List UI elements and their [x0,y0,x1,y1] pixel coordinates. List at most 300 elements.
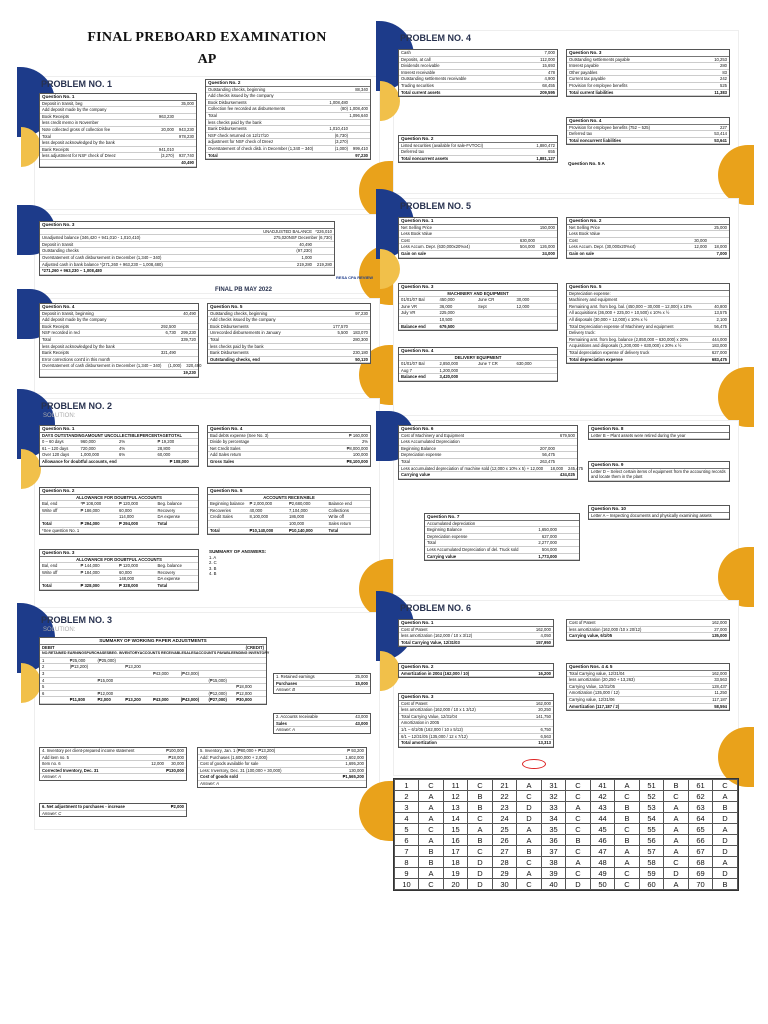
item-number: 60 [640,879,664,890]
row-label: Book Disbursements [208,99,247,105]
p2-question-3 [39,549,199,591]
row-label: Gain on sale [401,250,426,256]
p2-question-5 [207,487,371,535]
row-value [154,134,174,140]
table-cell [209,664,237,670]
table-cell: Bal, end [42,501,58,507]
row-value: 2,277,000 [538,540,557,546]
row-value: NSF December (6,730) [288,235,332,241]
table-cell: ₱ 294,000 [80,520,100,526]
row-value [312,242,332,248]
row-value: 162,000 [535,700,551,706]
row-value: 7,000 [716,250,727,256]
row-value [156,317,176,323]
row-label: Trading securities [401,82,434,88]
table-row [399,156,557,163]
row-label: Unrecorded disbursements in January [210,330,281,336]
table-row [40,330,198,337]
table-cell: ₱ 144,000 [80,563,100,569]
answer-row [395,857,738,868]
table-cell: Over 120 days [42,452,70,458]
table-row [198,768,366,775]
table-cell [70,684,98,690]
row-label: Less accumulated depreciation of machine sold (12,000 x 10% x 5) + 12,000 [401,465,544,471]
table-caption: ALLOWANCE FOR DOUBTFUL ACCOUNTS [40,495,198,502]
table-cell [181,691,209,697]
row-value [176,357,196,363]
item-number: 9 [395,868,419,879]
question-title: Question No. 2 [399,664,553,671]
row-value: 504,000 [519,244,535,250]
row-value [328,120,348,126]
table-cell [181,658,209,664]
table-row [40,452,198,459]
table-row [425,534,579,541]
table-row [567,620,729,627]
table-row [399,225,557,232]
row-value [174,120,194,126]
p6-question-4-5 [566,663,730,711]
column-header: ENDING INVENTORY [233,651,270,656]
row-value: 6,730 [165,330,176,336]
p5-question-9 [588,461,730,482]
table-cell: 60,000 [157,452,171,458]
row-value: 6,563 [540,733,551,739]
row-value: 53,414 [714,131,727,137]
table-cell: Recoveries [210,507,231,513]
table-cell [181,664,209,670]
row-value: 1,695,200 [345,761,364,767]
p3-side-2 [273,713,371,734]
table-row [567,671,729,678]
row-label: Delivery truck: [569,330,596,336]
p6-question-3 [398,693,554,748]
table-cell [478,317,517,323]
table-row [208,501,370,508]
item-answer: C [566,846,591,857]
row-value: 4,050 [540,633,551,639]
table-cell [153,664,181,670]
footer-banner: FINAL PB MAY 2022 [215,287,272,293]
row-value: 275,020 [273,235,289,241]
table-row [40,459,198,466]
row-value: 15,000 [355,680,368,686]
table-row [206,120,370,127]
table-row [40,501,198,508]
question-title: Question No. 2 [206,80,370,87]
item-number: 16 [444,835,468,846]
answer-label: Answer: A [42,774,61,780]
problem-2-heading: PROBLEM NO. 2 [41,401,113,411]
row-label: Cost [401,237,410,243]
row-value: 27,000 [714,626,727,632]
item-answer: C [419,780,444,791]
item-number: 61 [689,780,713,791]
item-number: 17 [444,846,468,857]
resa-logo: RESA CPA REVIEW [336,275,373,280]
table-row [206,87,370,94]
row-label: Provision for employee benefits (752 – 525) [569,124,651,130]
row-label: Deposit in transit, beginning [42,310,94,316]
item-answer: D [517,813,542,824]
table-cell [209,684,237,690]
row-label: 5. Inventory, Jan. 1 (₱80,000 + ₱13,200) [200,748,276,753]
row-label [42,370,156,376]
table-row [208,344,370,351]
row-value: 292,500 [160,323,176,329]
item-answer: A [664,846,689,857]
row-value: 263,475 [539,458,555,464]
item-number: 36 [542,835,566,846]
table-row [40,153,196,160]
row-value: 5,500 [337,330,348,336]
row-value: 18,000 [714,244,727,250]
table-cell: ₱ 328,000 [119,582,139,588]
row-label: Amortization in 2005 [401,720,440,726]
row-label: Add: Purchases (1,600,000 + 2,000) [200,754,268,760]
table-row [399,50,557,57]
row-label: Error corrections cont'd in this month [42,356,111,362]
row-value [174,107,194,113]
problem-2-page [34,398,380,608]
row-value [557,547,577,553]
question-title: Question Nos. 4 & 5 [567,664,729,671]
row-label: 1. Retained earnings [276,674,315,679]
row-value: 299,230 [180,330,196,336]
row-label: Cost of Patent [401,626,428,632]
row-label: Bank Disbursements [210,350,249,356]
row-label: Outstanding settlements receivable [401,76,467,82]
table-row [399,76,557,83]
table-row [567,690,729,697]
table-row [567,343,729,350]
row-value: *226,010 [315,228,332,234]
row-label: Accumulated depreciation [427,520,476,526]
row-value: 504,000 [541,546,557,552]
row-label: Deposits, at call [401,56,431,62]
table-row [40,350,198,357]
row-value: 20,250 [538,707,551,713]
row-label: NSF recorded in red [42,330,80,336]
item-answer: D [664,868,689,879]
table-row [399,734,553,741]
table-cell [478,368,517,374]
row-value [348,317,368,323]
item-answer: A [713,824,738,835]
item-number: 14 [444,813,468,824]
table-row [274,674,370,681]
row-value: 43,000 [355,714,368,719]
table-row [206,100,370,107]
row-value: (1,000) [334,145,348,151]
item-number: 26 [493,835,517,846]
table-cell: Credit Sales [210,514,233,520]
row-value: 209,595 [539,89,555,95]
table-cell: Balance end [401,374,426,380]
row-value: 1,000 [301,254,312,260]
row-label: Purchases [276,680,298,686]
item-answer: C [713,780,738,791]
table-row [399,720,553,727]
row-label: Cost of goods available for sale [200,761,259,767]
row-label: Add checks issued by the company [210,317,276,323]
table-cell [125,691,153,697]
p5-question-3 [398,283,558,331]
table-header-row [40,433,198,440]
table-row [40,134,196,141]
column-header: ACCOUNTS RECEIVABLE [139,651,184,656]
table-row [208,317,370,324]
table-row [40,804,186,811]
question-title: Question No. 1 [399,218,557,225]
table-row [399,231,557,238]
table-row [40,658,266,665]
table-row [40,242,334,249]
item-number: 69 [689,868,713,879]
item-answer: B [468,835,493,846]
row-value: 56,475 [714,323,727,329]
answer-row [395,780,738,791]
table-cell [236,678,264,684]
p1-question-5 [207,303,371,364]
question-title: Question No. 5 [208,488,370,495]
row-value [535,238,555,244]
item-number: 41 [591,780,615,791]
row-label: Outstanding checks, end [210,356,260,362]
row-label: Add deposit made by the company [42,107,107,113]
row-label: Total current assets [401,89,441,95]
row-label: Add checks issued by the company [208,93,274,99]
row-value: 162,000 [711,620,727,625]
table-caption: DELIVERY EQUIPMENT [399,355,557,362]
row-value: 999,410 [352,145,368,151]
item-number: 37 [542,846,566,857]
table-row [40,337,198,344]
row-label: Amortization (117,187 / 2) [569,703,620,709]
table-cell: ₱10,140,000 [249,527,274,533]
item-number: 8 [395,857,419,868]
table-row [274,681,370,688]
item-answer: A [713,857,738,868]
row-label [42,229,263,235]
table-cell: Beginning balance [210,501,245,507]
table-row [208,311,370,318]
table-cell: Sept [478,303,487,309]
row-value [348,120,368,126]
row-label: 6. Net adjustment to purchases - increase [42,804,125,809]
table-row [399,701,553,708]
table-row [40,160,196,167]
row-label: Cost [569,237,578,243]
problem-3-heading: PROBLEM NO. 3 [41,615,113,625]
p1-question-3 [39,221,335,276]
item-number: 29 [493,868,517,879]
item-number: 62 [689,791,713,802]
table-cell: Total [210,527,220,533]
table-cell: 36,000 [439,303,453,309]
item-number: 42 [591,791,615,802]
row-label: Acquisitions and disposals (1,200,000 + 630,000) x 20% x ½ [569,343,682,349]
row-label: *271,260 + 963,230 – 1,008,480 [42,268,102,274]
item-answer: C [419,879,444,890]
p6-question-2 [398,663,554,678]
row-value: 50,120 [355,356,368,362]
item-answer: C [615,868,640,879]
p3-question-4 [39,747,187,781]
table-cell: 7,104,000 [289,507,308,513]
row-label: Gross Sales [210,458,235,464]
row-value: 1,602,000 [345,754,364,760]
answer-row [395,846,738,857]
row-value: 33,563 [714,677,727,683]
table-cell: 225,000 [439,310,455,316]
table-row [40,439,198,446]
row-label: Net Selling Price [401,224,432,230]
row-label: Unadjusted balance (346,420 + 941,010 - 1,010,410) [42,235,141,241]
table-cell [42,576,81,582]
table-row [567,350,729,357]
summary-item: 4. B [209,571,217,577]
table-cell: 100,000 [289,520,305,526]
table-cell [125,684,153,690]
row-label: Total Carrying value, 12/31/04 [569,670,625,676]
table-cell: 2,850,000 [439,361,459,367]
row-value [707,238,727,244]
item-answer: C [566,780,591,791]
row-value [328,337,348,343]
table-cell: ₱12,000 [97,690,114,696]
table-row [206,126,370,133]
item-answer: D [468,879,493,890]
p5-q10-title: Question No. 10 [589,506,729,513]
table-row [40,120,196,127]
table-row [399,368,557,375]
summary-title: SUMMARY OF ANSWERS: [209,549,267,554]
row-value [176,324,196,330]
table-row [399,83,557,90]
table-note: *See question No. 1 [40,528,198,535]
table-cell [70,678,98,684]
answer-row [395,824,738,835]
row-label: Dividends receivable [401,63,440,69]
row-value [557,521,577,527]
table-cell: 0 – 60 days [42,439,64,445]
table-cell [478,374,517,380]
row-label: less checks paid by the bank [208,119,262,125]
item-number: 15 [444,824,468,835]
table-row [40,576,198,583]
item-number: 58 [640,857,664,868]
table-cell: 30,000 [516,297,530,303]
table-row [567,677,729,684]
item-number: 21 [493,780,517,791]
row-label: Interest receivable [401,69,436,75]
row-value: 280 [720,63,727,69]
table-cell: ₱13,200 [125,664,141,670]
row-value: 150,000 [539,224,555,230]
table-row [399,297,557,304]
table-row [567,83,729,90]
table-cell: ₱12,000 [236,690,252,696]
question-title: Question No. 4 [567,118,729,125]
answer-label: Answer: A [200,780,219,786]
table-row [425,554,579,561]
row-label: Add deposit made by the company [42,317,107,323]
table-row [40,262,334,269]
table-cell: 630,000 [516,361,532,367]
row-value: 242 [720,76,727,82]
item-number: 11 [444,780,468,791]
row-value [535,433,555,439]
table-row [40,344,198,351]
summary-item: 1. A [209,554,217,560]
row-value [312,248,332,254]
item-answer: C [468,813,493,824]
item-number: 32 [542,791,566,802]
row-value [557,527,577,533]
row-value: 12,000 [694,244,707,250]
table-row [40,671,266,678]
table-row [40,229,334,236]
item-number: 19 [444,868,468,879]
item-number: 68 [689,857,713,868]
item-answer: C [615,879,640,890]
row-value [535,439,555,445]
table-cell: June 7 CR [478,361,498,367]
problem-4-page [393,30,739,194]
table-row [567,697,729,704]
table-cell [478,324,517,330]
problem-5-heading: PROBLEM NO. 5 [400,201,472,211]
table-row [567,225,729,232]
table-cell: 6% [119,452,126,458]
row-value: 207,000 [539,445,555,451]
row-value: 1,881,127 [536,155,555,161]
row-value [557,554,577,560]
row-value: 1,880,472 [536,142,555,148]
item-answer: C [566,824,591,835]
table-row [208,528,370,535]
table-row [208,357,370,364]
row-value [687,225,707,231]
table-cell [125,678,153,684]
table-cell: ₱2,000 [97,697,111,703]
table-row [567,90,729,97]
table-cell: Write off [42,507,58,513]
p4-q5-title: Question No. 5 A [568,161,605,166]
row-label: Less Book Value [569,231,601,237]
problem-1-page-c [34,298,380,394]
row-label: Listed securities (available for sale-FVTOCI) [401,142,484,148]
p5-q8-text: Letter B – Plant assets were retired during the year [591,432,686,438]
table-row [399,452,577,459]
item-number: 10 [395,879,419,890]
row-value [348,100,368,106]
table-cell [143,459,169,465]
row-label: Total [427,540,436,546]
table-cell [125,671,153,677]
item-number: 54 [640,813,664,824]
row-label: Net Selling Price [569,224,600,230]
table-cell: (₱27,000) [208,697,227,703]
row-label: less amortization (20,250 + 13,263) [569,677,635,683]
table-cell: 01/01/07 Bal [401,297,425,303]
row-value [557,540,577,546]
row-label: Machinery and equipment [569,297,618,303]
row-value: 177,570 [332,323,348,329]
table-cell [210,521,250,527]
table-cell: Collections [328,507,349,513]
